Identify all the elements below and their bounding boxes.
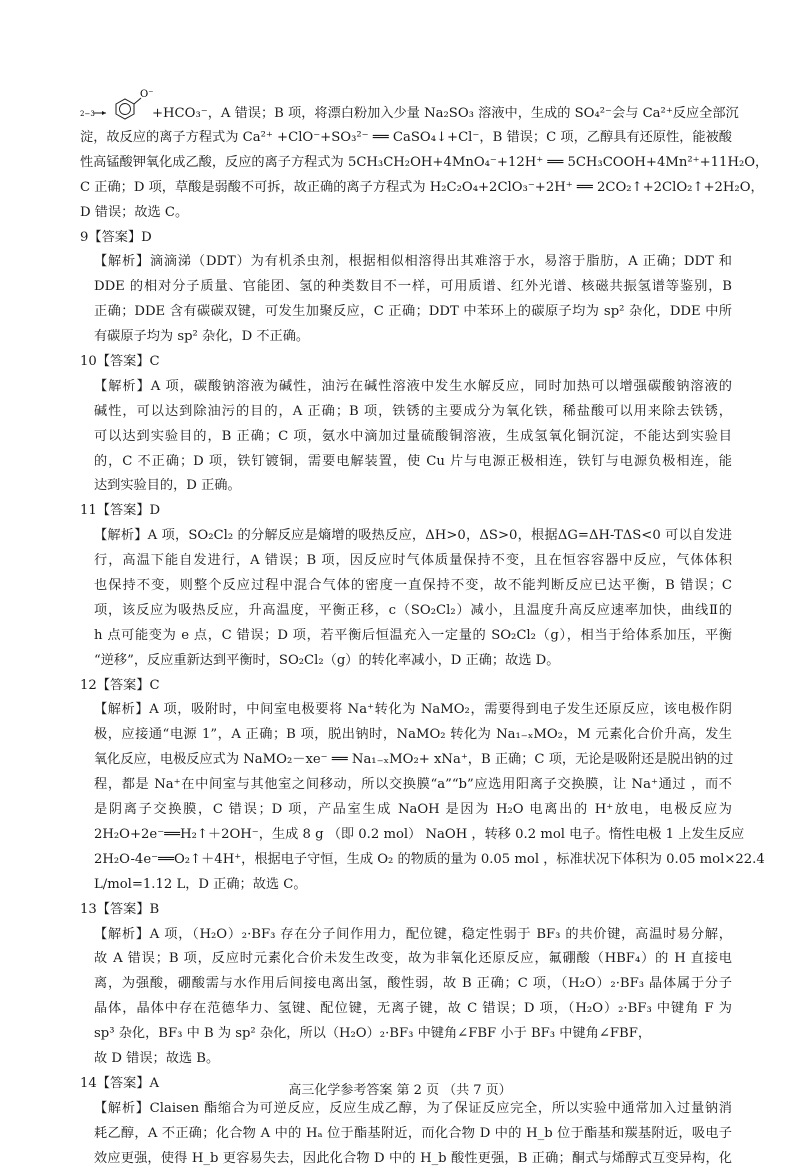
text-line: 达到实验目的，D 正确。 bbox=[94, 478, 241, 494]
answer-heading: 14【答案】A bbox=[80, 1075, 160, 1091]
text-line: 故 A 错误；B 项，反应时元素化合价未发生改变，故为非氧化还原反应，氟硼酸（HBF₄）的 H 直接电 bbox=[94, 951, 732, 967]
question-9 bbox=[80, 226, 732, 350]
formula-o: O⁻ bbox=[140, 89, 154, 100]
text-line: 正确；DDE 含有碳碳双键，可发生加聚反应，C 正确；DDT 中苯环上的碳原子均为 sp² 杂化，DDE 中所 bbox=[94, 304, 732, 320]
text-line: 效应更强，使得 H_b 更容易失去，因此化合物 D 中的 H_b 酸性更强，B 正确；酮式与烯醇式互变异构，化 bbox=[94, 1150, 732, 1166]
text-line: 【解析】A 项，吸附时，中间室电极要将 Na⁺转化为 NaMO₂，需要得到电子发生还原反应，该电极作阴 bbox=[94, 702, 732, 718]
text-line: 极，应接通“电源 1”，A 正确；B 项，脱出钠时，NaMO₂ 转化为 Na₁₋ₓMO₂，M 元素化合价升高，发生 bbox=[94, 727, 732, 743]
text-line: 也保持不变，则整个反应过程中混合气体的密度一直保持不变，故不能判断反应已达平衡，B 错误；C bbox=[94, 578, 732, 594]
text-line: D 错误；故选 C。 bbox=[80, 204, 189, 220]
text-line: 离，为强酸，硼酸需与水作用后间接电离出氢，酸性弱，故 B 正确；C 项，（H₂O）₂·BF₃ 晶体属于分子 bbox=[94, 976, 732, 992]
question-10 bbox=[80, 350, 732, 499]
text-line: 有碳原子均为 sp² 杂化，D 不正确。 bbox=[94, 329, 310, 345]
page-footer: 高三化学参考答案 第 2 页 （共 7 页） bbox=[288, 1083, 512, 1098]
text-line: 碱性，可以达到除油污的目的，A 正确；B 项，铁锈的主要成分为氧化铁，稀盐酸可以用来除去铁锈， bbox=[94, 403, 732, 419]
answer-heading: 13【答案】B bbox=[80, 901, 160, 917]
text-line: 2H₂O+2e⁻══H₂↑＋2OH⁻，生成 8 g （即 0.2 mol） NaOH ，转移 0.2 mol 电子。惰性电极 1 上发生反应 bbox=[94, 826, 745, 842]
question-11 bbox=[80, 499, 732, 673]
text-line: L/mol=1.12 L，D 正确；故选 C。 bbox=[94, 876, 307, 892]
answer-heading: 11【答案】D bbox=[80, 503, 161, 519]
text-line: 性高锰酸钾氧化成乙酸，反应的离子方程式为 5CH₃CH₂OH+4MnO₄⁻+12H⁺ ══ 5CH₃COOH+4Mn²⁺+11H₂O， bbox=[80, 154, 769, 170]
text-line: 氧化反应，电极反应式为 NaMO₂－xe⁻ ══ Na₁₋ₓMO₂+ xNa⁺，B 正确；C 项，无论是吸附还是脱出钠的过 bbox=[94, 752, 734, 768]
text-line: 晶体，晶体中存在范德华力、氢键、配位键，无离子键，故 C 错误；D 项，（H₂O）₂·BF₃ 中键角 F 为 bbox=[94, 1001, 732, 1017]
formula-suffix: +HCO₃⁻，A 错误；B 项，将漂白粉加入少量 Na₂SO₃ 溶液中，生成的 SO₄²⁻会与 Ca²⁺反应全部沉 bbox=[152, 106, 739, 121]
text-line: 项，该反应为吸热反应，升高温度，平衡正移，c（SO₂Cl₂）减小，且温度升高反应速率加快，曲线Ⅱ的 bbox=[94, 602, 732, 618]
phenoxide-formula-line bbox=[80, 86, 739, 126]
text-line: 【解析】A 项，（H₂O）₂·BF₃ 存在分子间作用力，配位键，稳定性弱于 BF₃ 的共价键，高温时易分解， bbox=[94, 926, 732, 942]
text-line: 【解析】A 项，碳酸钠溶液为碱性，油污在碱性溶液中发生水解反应，同时加热可以增强碳酸钠溶液的 bbox=[94, 378, 732, 394]
page-content bbox=[80, 84, 769, 1171]
text-line: 程，都是 Na⁺在中间室与其他室之间移动，所以交换膜“a”“b”应选用阳离子交换膜，让 Na⁺通过 ，而不 bbox=[94, 777, 732, 793]
text-line: 【解析】Claisen 酯缩合为可逆反应，反应生成乙醇，为了保证反应完全，所以实验中通常加入过量钠消 bbox=[94, 1100, 732, 1116]
text-line: h 点可能变为 e 点，C 错误；D 项，若平衡后恒温充入一定量的 SO₂Cl₂（g），相当于给体系加压，平衡 bbox=[94, 627, 732, 643]
text-line: 2H₂O-4e⁻══O₂↑＋4H⁺，根据电子守恒，生成 O₂ 的物质的量为 0.05 mol ，标准状况下体积为 0.05 mol×22.4 bbox=[94, 851, 765, 867]
text-line: 是阴离子交换膜，C 错误；D 项，产品室生成 NaOH 是因为 H₂O 电离出的 H⁺放电，电极反应为 bbox=[94, 802, 732, 818]
question-13 bbox=[80, 898, 732, 1072]
text-line: DDE 的相对分子质量、官能团、氢的种类数目不一样，可用质谱、红外光谱、核磁共振氢谱等鉴别，B bbox=[94, 279, 732, 295]
text-line: 【解析】A 项，SO₂Cl₂ 的分解反应是熵增的吸热反应，ΔH>0，ΔS>0，根据ΔG=ΔH-TΔS<0 可以自发进 bbox=[94, 528, 732, 544]
question-12 bbox=[80, 674, 765, 898]
answer-heading: 12【答案】C bbox=[80, 677, 160, 693]
text-line: 可以达到实验目的，B 正确；C 项，氨水中滴加过量硫酸铜溶液，生成氢氧化铜沉淀，不能达到实验目 bbox=[94, 428, 732, 444]
text-line: 【解析】滴滴涕（DDT）为有机杀虫剂，根据相似相溶得出其难溶于水，易溶于脂肪，A 正确；DDT 和 bbox=[94, 254, 732, 270]
intro-paragraph bbox=[80, 126, 769, 226]
text-line: 的，C 不正确；D 项，铁钉镀铜，需要电解装置，使 Cu 片与电源正极相连，铁钉与电源负极相连，能 bbox=[94, 453, 732, 469]
text-line: C 正确；D 项，草酸是弱酸不可拆，故正确的离子方程式为 H₂C₂O₄+2ClO₃⁻+2H⁺ ══ 2CO₂↑+2ClO₂↑+2H₂O， bbox=[80, 179, 764, 195]
answer-heading: 9【答案】D bbox=[80, 229, 152, 245]
text-line: 耗乙醇，A 不正确；化合物 A 中的 Hₐ 位于酯基附近，而化合物 D 中的 H_b 位于酯基和羰基附近，吸电子 bbox=[94, 1125, 732, 1141]
text-line: 淀，故反应的离子方程式为 Ca²⁺ +ClO⁻+SO₃²⁻ ══ CaSO₄↓+Cl⁻，B 错误；C 项，乙醇具有还原性，能被酸 bbox=[80, 130, 732, 145]
text-line: 行，高温下能自发进行，A 错误；B 项，因反应时气体质量保持不变，且在恒容容器中反应，气体体积 bbox=[94, 553, 732, 569]
phenoxide-structure-icon bbox=[80, 86, 152, 126]
text-line: “逆移”，反应重新达到平衡时，SO₂Cl₂（g）的转化率减小，D 正确；故选 D。 bbox=[94, 652, 560, 668]
text-line: sp³ 杂化，BF₃ 中 B 为 sp² 杂化，所以（H₂O）₂·BF₃ 中键角∠FBF 小于 BF₃ 中键角∠FBF， bbox=[94, 1026, 652, 1042]
answer-heading: 10【答案】C bbox=[80, 354, 160, 370]
formula-prefix: 2−3 bbox=[80, 110, 95, 118]
text-line: 故 D 错误；故选 B。 bbox=[94, 1050, 220, 1066]
